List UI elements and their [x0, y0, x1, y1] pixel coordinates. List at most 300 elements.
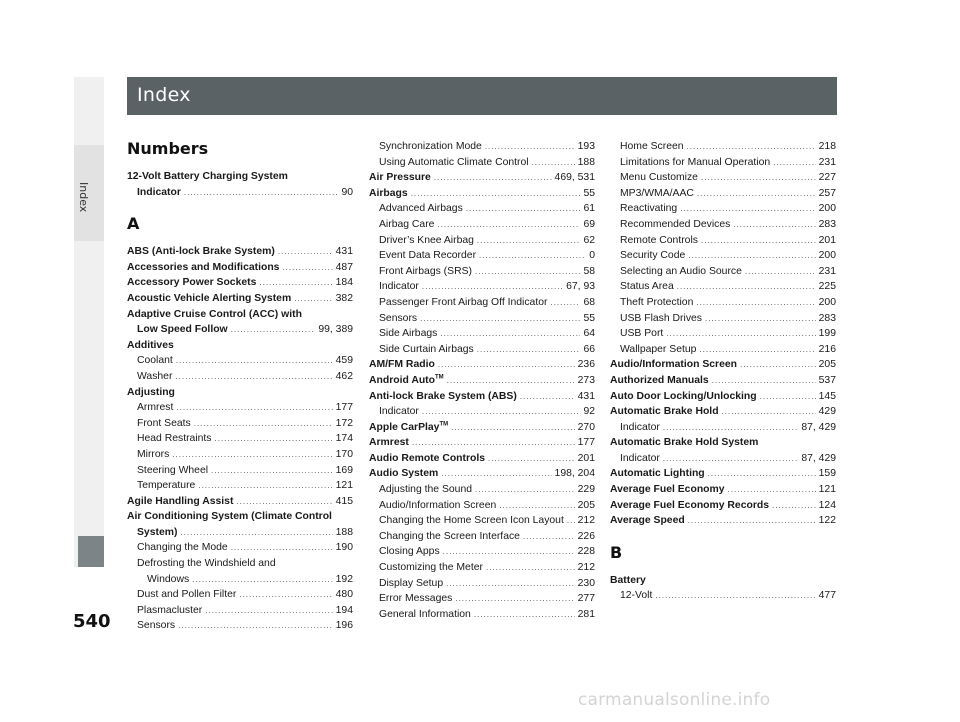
page-reference[interactable]: 198, 204: [554, 468, 595, 480]
page-reference[interactable]: 184: [335, 277, 353, 289]
leader-dots: [745, 264, 816, 280]
entry-text: Airbags: [369, 187, 408, 199]
leader-dots: [486, 560, 575, 576]
index-entry: [610, 155, 836, 171]
entry-label: [137, 525, 177, 541]
entry-label: [127, 509, 332, 525]
entry-text: Changing the Home Screen Icon Layout: [379, 515, 564, 527]
entry-text: Accessory Power Sockets: [127, 277, 257, 289]
page-reference[interactable]: 87, 429: [801, 421, 836, 433]
page-reference[interactable]: 212: [577, 515, 595, 527]
entry-text: Event Data Recorder: [379, 250, 477, 262]
index-entry: [610, 482, 836, 498]
entry-label: [137, 369, 172, 385]
entry-text: Synchronization Mode: [379, 141, 482, 152]
section-heading: A: [127, 214, 140, 234]
page-header: [127, 77, 837, 115]
index-entry: [369, 279, 595, 295]
entry-text: Average Fuel Economy Records: [610, 499, 769, 511]
page-reference[interactable]: 121: [335, 480, 353, 492]
entry-label: [127, 169, 288, 185]
trademark-mark: TM: [434, 374, 444, 381]
entry-label: [137, 185, 181, 201]
page-reference[interactable]: 194: [335, 604, 353, 616]
leader-dots: [422, 279, 563, 295]
entry-label: [620, 248, 685, 264]
entry-label: [620, 420, 660, 436]
leader-dots: [772, 498, 816, 514]
entry-label: [620, 588, 652, 604]
index-entry: [127, 244, 353, 260]
index-entry: [369, 233, 595, 249]
leader-dots: [443, 544, 575, 560]
page-reference[interactable]: 281: [577, 608, 595, 620]
entry-text: Battery: [610, 574, 646, 586]
leader-dots: [231, 322, 316, 338]
leader-dots: [475, 264, 580, 280]
leader-dots: [278, 244, 333, 260]
entry-text: Front Airbags (SRS): [379, 265, 472, 277]
page-reference[interactable]: 469, 531: [554, 172, 595, 184]
index-entry: [127, 338, 353, 354]
page-reference[interactable]: 229: [577, 484, 595, 496]
leader-dots: [701, 233, 816, 249]
index-entry: [369, 389, 595, 405]
entry-label: [620, 311, 702, 327]
page-reference[interactable]: 415: [335, 495, 353, 507]
page-reference[interactable]: 236: [577, 359, 595, 371]
entry-label: [369, 466, 438, 482]
entry-text: Air Pressure: [369, 172, 431, 184]
entry-text: Audio System: [369, 468, 439, 480]
page-reference[interactable]: 537: [818, 374, 836, 386]
entry-text: Automatic Lighting: [610, 468, 705, 480]
entry-text: Defrosting the Windshield and: [137, 558, 276, 570]
page-reference[interactable]: 226: [577, 530, 595, 542]
entry-label: [610, 573, 646, 589]
index-entry: [369, 342, 595, 358]
leader-dots: [655, 588, 815, 604]
page-reference[interactable]: 225: [818, 281, 836, 293]
page-reference[interactable]: 193: [577, 141, 595, 152]
page-reference[interactable]: 212: [577, 562, 595, 574]
leader-dots: [475, 482, 575, 498]
entry-label: [379, 529, 520, 545]
entry-text: MP3/WMA/AAC: [620, 187, 694, 199]
index-entry: [127, 291, 353, 307]
index-entry: [610, 466, 836, 482]
index-entry: [610, 573, 836, 589]
index-entry: [610, 404, 836, 420]
page-reference[interactable]: 90: [341, 186, 353, 198]
entry-text: Plasmacluster: [137, 604, 203, 616]
index-entry: [369, 201, 595, 217]
leader-dots: [441, 466, 551, 482]
page-reference[interactable]: 92: [583, 406, 595, 418]
page-reference[interactable]: 169: [335, 464, 353, 476]
index-entry: [610, 201, 836, 217]
entry-text: Side Curtain Airbags: [379, 343, 474, 355]
leader-dots: [479, 248, 586, 264]
entry-text: Auto Door Locking/Unlocking: [610, 390, 757, 402]
entry-label: [620, 451, 660, 467]
page-reference[interactable]: 121: [818, 484, 836, 496]
leader-dots: [420, 311, 580, 327]
page-reference[interactable]: 145: [818, 390, 836, 402]
page-reference[interactable]: 177: [335, 402, 353, 414]
entry-label: [620, 279, 674, 295]
entry-label: [137, 556, 276, 572]
index-entry: [369, 560, 595, 576]
index-entry: [127, 260, 353, 276]
page-reference[interactable]: 230: [577, 577, 595, 589]
leader-dots: [178, 618, 333, 634]
index-entry: [127, 525, 353, 541]
index-entry: [610, 186, 836, 202]
section-heading: Numbers: [127, 139, 209, 158]
entry-label: [369, 420, 448, 436]
page-reference[interactable]: 0: [589, 250, 595, 262]
index-entry: [610, 233, 836, 249]
page-reference[interactable]: 431: [335, 246, 353, 258]
entry-text: Accessories and Modifications: [127, 261, 280, 273]
page-reference[interactable]: 174: [335, 433, 353, 445]
entry-label: [127, 291, 291, 307]
index-entry: [127, 322, 353, 338]
entry-label: [379, 498, 496, 514]
page-reference[interactable]: 66: [583, 343, 595, 355]
leader-dots: [294, 291, 332, 307]
page-reference[interactable]: 283: [818, 218, 836, 230]
entry-text: Anti-lock Brake System (ABS): [369, 390, 517, 402]
leader-dots: [722, 404, 816, 420]
page-reference[interactable]: 124: [818, 499, 836, 511]
page-reference[interactable]: 200: [818, 203, 836, 215]
page-reference[interactable]: 477: [818, 590, 836, 602]
index-entry: [369, 435, 595, 451]
leader-dots: [198, 478, 332, 494]
leader-dots: [282, 260, 332, 276]
index-entry: [369, 607, 595, 623]
entry-label: [610, 357, 737, 373]
entry-text: General Information: [379, 608, 471, 620]
page-reference[interactable]: 228: [577, 546, 595, 558]
leader-dots: [194, 416, 333, 432]
entry-text: Audio Remote Controls: [369, 452, 486, 464]
leader-dots: [455, 591, 574, 607]
index-entry: [127, 307, 353, 323]
index-entry: [369, 170, 595, 186]
page-reference[interactable]: 382: [335, 292, 353, 304]
index-entry: [369, 576, 595, 592]
entry-label: [379, 607, 471, 623]
index-entry: [610, 373, 836, 389]
entry-text: Armrest: [369, 437, 409, 449]
page-reference[interactable]: 459: [335, 355, 353, 367]
page-reference[interactable]: 55: [583, 312, 595, 324]
entry-label: [620, 201, 677, 217]
entry-label: [137, 603, 202, 619]
entry-label: [127, 494, 233, 510]
leader-dots: [550, 295, 580, 311]
leader-dots: [231, 540, 333, 556]
index-entry: [127, 494, 353, 510]
leader-dots: [176, 400, 332, 416]
entry-label: [127, 338, 174, 354]
leader-dots: [740, 357, 816, 373]
entry-text: Head Restraints: [137, 433, 212, 445]
page-reference[interactable]: 205: [577, 499, 595, 511]
index-entry: [369, 544, 595, 560]
page-reference[interactable]: 431: [577, 390, 595, 402]
entry-text: Wallpaper Setup: [620, 343, 697, 355]
entry-label: [379, 248, 476, 264]
entry-text: Front Seats: [137, 417, 191, 429]
leader-dots: [438, 357, 575, 373]
entry-label: [137, 322, 228, 338]
page-reference[interactable]: 270: [577, 421, 595, 433]
entry-text: Washer: [137, 370, 173, 382]
entry-text: Acoustic Vehicle Alerting System: [127, 292, 292, 304]
entry-label: [379, 139, 482, 155]
page-reference[interactable]: 201: [818, 234, 836, 246]
page-reference[interactable]: 487: [335, 261, 353, 273]
entry-text: Theft Protection: [620, 296, 694, 308]
index-entry: [127, 185, 353, 201]
page-reference[interactable]: 177: [577, 437, 595, 449]
entry-text: USB Port: [620, 328, 664, 340]
leader-dots: [688, 248, 815, 264]
entry-text: Sensors: [137, 620, 176, 632]
entry-label: [379, 576, 443, 592]
entry-text: Dust and Pollen Filter: [137, 589, 237, 601]
page-reference[interactable]: 200: [818, 296, 836, 308]
index-entry: [610, 588, 836, 604]
page-reference[interactable]: 188: [335, 526, 353, 538]
leader-dots: [259, 275, 332, 291]
entry-label: [379, 342, 474, 358]
page-reference[interactable]: 273: [577, 374, 595, 386]
section-heading: B: [610, 542, 623, 562]
page-reference[interactable]: 218: [818, 141, 836, 152]
page-reference[interactable]: 170: [335, 448, 353, 460]
page-reference[interactable]: 69: [583, 218, 595, 230]
leader-dots: [680, 201, 815, 217]
page-reference[interactable]: 429: [818, 406, 836, 418]
page-reference[interactable]: 58: [583, 265, 595, 277]
index-entry: [127, 416, 353, 432]
page-reference[interactable]: 87, 429: [801, 452, 836, 464]
entry-label: [379, 201, 463, 217]
entry-text: Apple CarPlay: [369, 421, 440, 433]
trademark-mark: TM: [439, 421, 449, 428]
page-reference[interactable]: 462: [335, 370, 353, 382]
leader-dots: [523, 529, 575, 545]
index-entry: [369, 217, 595, 233]
leader-dots: [499, 498, 574, 514]
entry-label: [137, 587, 236, 603]
entry-label: [379, 155, 529, 171]
index-entry: [127, 556, 353, 572]
entry-text: 12-Volt: [620, 590, 653, 602]
leader-dots: [485, 139, 575, 155]
index-entry: [127, 353, 353, 369]
index-entry: [369, 139, 595, 155]
entry-label: [620, 186, 694, 202]
index-entry: [369, 404, 595, 420]
entry-text: Average Speed: [610, 515, 685, 527]
index-entry: [127, 478, 353, 494]
entry-text: Mirrors: [137, 448, 170, 460]
index-entry: [610, 217, 836, 233]
index-entry: [127, 509, 353, 525]
index-column-2: [369, 139, 595, 622]
index-entry: [610, 248, 836, 264]
index-entry: [610, 264, 836, 280]
entry-label: [127, 244, 275, 260]
page-reference[interactable]: 231: [818, 265, 836, 277]
index-entry: [369, 591, 595, 607]
index-entry: [369, 155, 595, 171]
entry-label: [610, 435, 758, 451]
leader-dots: [708, 466, 816, 482]
page-reference[interactable]: 196: [335, 620, 353, 632]
entry-text: Side Airbags: [379, 328, 438, 340]
entry-text: Closing Apps: [379, 546, 440, 558]
page-reference[interactable]: 68: [583, 296, 595, 308]
index-entry: [127, 603, 353, 619]
leader-dots: [215, 431, 333, 447]
page-reference[interactable]: 64: [583, 328, 595, 340]
entry-label: [610, 482, 725, 498]
page-reference[interactable]: 190: [335, 542, 353, 554]
leader-dots: [205, 603, 332, 619]
entry-text: Android Auto: [369, 374, 435, 386]
page-reference[interactable]: 55: [583, 187, 595, 199]
entry-text: Automatic Brake Hold: [610, 406, 719, 418]
entry-label: [369, 357, 435, 373]
entry-text: Error Messages: [379, 593, 453, 605]
page-reference[interactable]: 201: [577, 452, 595, 464]
leader-dots: [239, 587, 332, 603]
index-entry: [369, 295, 595, 311]
entry-text: Display Setup: [379, 577, 444, 589]
page-reference[interactable]: 216: [818, 343, 836, 355]
page-reference[interactable]: 62: [583, 234, 595, 246]
page-reference[interactable]: 61: [583, 203, 595, 215]
index-entry: [610, 326, 836, 342]
index-entry: [610, 139, 836, 155]
leader-dots: [699, 342, 815, 358]
leader-dots: [434, 170, 552, 186]
entry-label: [127, 275, 256, 291]
entry-text: Armrest: [137, 402, 174, 414]
entry-text: Indicator: [620, 421, 660, 433]
index-entry: [369, 466, 595, 482]
page-reference[interactable]: 257: [818, 187, 836, 199]
entry-text: Home Screen: [620, 141, 684, 152]
entry-label: [137, 618, 175, 634]
page-reference[interactable]: 172: [335, 417, 353, 429]
leader-dots: [663, 420, 798, 436]
entry-label: [610, 466, 705, 482]
entry-label: [620, 264, 742, 280]
page-reference[interactable]: 192: [335, 573, 353, 585]
entry-label: [369, 451, 485, 467]
page-title: Index: [137, 84, 191, 106]
leader-dots: [211, 463, 333, 479]
entry-text: Temperature: [137, 480, 196, 492]
entry-text: Indicator: [137, 186, 181, 198]
entry-label: [137, 463, 208, 479]
page-reference[interactable]: 188: [577, 156, 595, 168]
entry-label: [620, 326, 663, 342]
page-reference[interactable]: 159: [818, 468, 836, 480]
entry-text: Security Code: [620, 250, 686, 262]
index-entry: [127, 400, 353, 416]
index-entry: [610, 451, 836, 467]
leader-dots: [412, 435, 575, 451]
entry-label: [379, 217, 434, 233]
leader-dots: [666, 326, 815, 342]
index-entry: [369, 498, 595, 514]
page-reference[interactable]: 67, 93: [566, 281, 595, 293]
leader-dots: [184, 185, 339, 201]
entry-text: Steering Wheel: [137, 464, 209, 476]
entry-text: Additives: [127, 339, 174, 351]
entry-label: [379, 233, 474, 249]
page-reference[interactable]: 199: [818, 328, 836, 340]
entry-label: [620, 170, 698, 186]
page-reference[interactable]: 231: [818, 156, 836, 168]
side-label: Index: [77, 182, 90, 213]
entry-label: [137, 478, 195, 494]
entry-label: [379, 513, 564, 529]
entry-label: [379, 295, 547, 311]
leader-dots: [701, 170, 816, 186]
page-reference[interactable]: 283: [818, 312, 836, 324]
page-reference[interactable]: 99, 389: [318, 324, 353, 336]
page-reference[interactable]: 227: [818, 172, 836, 184]
entry-text: Sensors: [379, 312, 418, 324]
entry-label: [127, 260, 279, 276]
page-reference[interactable]: 277: [577, 593, 595, 605]
entry-label: [610, 498, 769, 514]
leader-dots: [663, 451, 798, 467]
page-reference[interactable]: 480: [335, 589, 353, 601]
page-reference[interactable]: 122: [818, 515, 836, 527]
page-number: 540: [73, 611, 111, 632]
index-entry: [127, 275, 353, 291]
entry-label: [610, 373, 709, 389]
index-entry: [610, 420, 836, 436]
page-reference[interactable]: 205: [818, 359, 836, 371]
index-entry: [610, 435, 836, 451]
leader-dots: [477, 342, 581, 358]
index-entry: [610, 342, 836, 358]
page-reference[interactable]: 200: [818, 250, 836, 262]
entry-label: [137, 353, 173, 369]
entry-text: Reactivating: [620, 203, 678, 215]
index-entry: [127, 447, 353, 463]
index-entry: [610, 279, 836, 295]
entry-text: Driver’s Knee Airbag: [379, 234, 474, 246]
entry-text: Menu Customize: [620, 172, 698, 184]
entry-label: [620, 139, 684, 155]
index-entry: [127, 540, 353, 556]
entry-text: Advanced Airbags: [379, 203, 463, 215]
leader-dots: [440, 326, 580, 342]
